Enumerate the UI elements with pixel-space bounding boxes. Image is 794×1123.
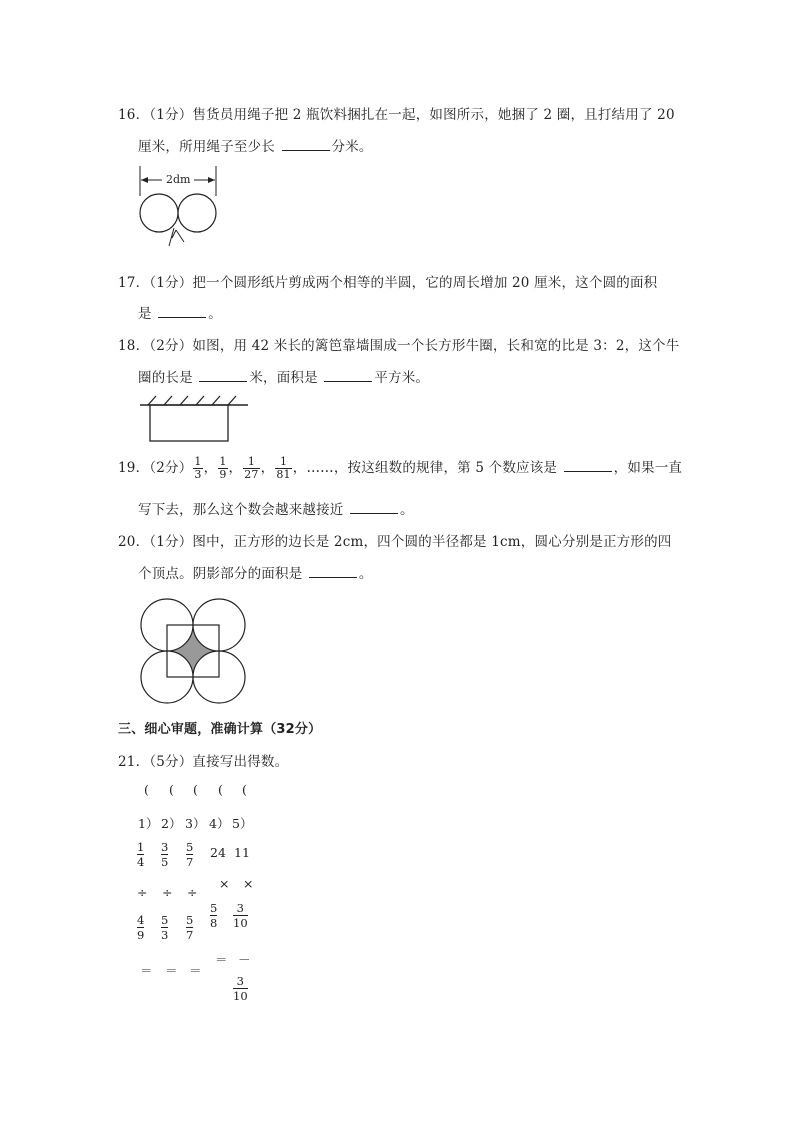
q21-row1-frac-2: 3 5 <box>161 840 169 869</box>
q16-text-a: 厘米，所用绳子至少长 <box>138 139 275 155</box>
q21-paren-5: ( <box>242 782 247 797</box>
q18-text-b: 米，面积是 <box>249 370 318 386</box>
q16-text-b: 分米。 <box>331 139 373 155</box>
q21-row1-frac-1: 1 4 <box>137 840 145 869</box>
q19-text-after2: ，如果一直 <box>613 460 683 476</box>
q16-line2 <box>138 135 373 155</box>
q21-paren-3: ( <box>193 782 198 797</box>
q18-text-a: 圈的长是 <box>138 370 193 386</box>
q18-text-c: 平方米。 <box>374 370 430 386</box>
q21-row2-frac-2: 5 3 <box>161 913 169 942</box>
q21-row2-frac-4: 5 8 <box>210 901 218 930</box>
q19-fifth-blank[interactable] <box>564 459 612 472</box>
q21-paren-2: ( <box>169 782 174 797</box>
q18-length-blank[interactable] <box>199 369 247 382</box>
q19-frac-3: $\frac{1}{27}$ <box>244 455 259 481</box>
q17-text-a: 是 <box>138 306 152 322</box>
q20-line1: 20．（1分）图中，正方形的边长是 2cm，四个圆的半径都是 1cm，圆心分别是正方形的四 <box>118 534 672 550</box>
q16-answer-blank[interactable] <box>282 138 330 151</box>
q21-paren-1: ( <box>144 782 149 797</box>
q21-eq-2: ＝ <box>165 963 178 978</box>
q21-paren-4: ( <box>218 782 223 797</box>
q21-minus: － <box>238 952 251 967</box>
q21-row1-int-1: 24 <box>210 845 226 860</box>
q19-frac-1: $\frac{1}{3}$ <box>194 455 202 481</box>
q16-line1: 16．（1分）售货员用绳子把 2 瓶饮料捆扎在一起，如图所示，她捆了 2 圈，且打结用了 20 <box>118 107 675 123</box>
q21-op-div-3: ÷ <box>187 885 198 900</box>
q20-circles-figure <box>139 597 251 709</box>
q20-line2 <box>138 562 373 582</box>
q21-line1: 21．（5分）直接写出得数。 <box>118 754 289 770</box>
q19-text-line2b: 。 <box>400 502 414 518</box>
q21-num-1: 1） <box>138 816 159 831</box>
q18-line2 <box>138 366 429 386</box>
q21-op-mul-2: × <box>243 876 254 891</box>
q21-op-div-2: ÷ <box>162 885 173 900</box>
q21-num-4: 4） <box>209 816 230 831</box>
q17-text-b: 。 <box>208 306 222 322</box>
q21-eq-1: ＝ <box>140 963 153 978</box>
q17-line2 <box>138 302 222 322</box>
q18-line1: 18．（2分）如图，用 42 米长的篱笆靠墙围成一个长方形牛圈，长和宽的比是 3：2，这个牛 <box>118 338 680 354</box>
q16-dim-label: 2dm <box>166 173 191 186</box>
q21-row2-frac-3: 5 7 <box>186 913 194 942</box>
q19-limit-blank[interactable] <box>350 501 398 514</box>
q21-row1-frac-3: 5 7 <box>186 840 194 869</box>
q21-op-mul-1: × <box>219 876 230 891</box>
q20-text-a: 个顶点。阴影部分的面积是 <box>138 566 303 582</box>
q19-frac-2: $\frac{1}{9}$ <box>219 455 227 481</box>
q21-num-2: 2） <box>161 816 182 831</box>
q21-eq-4: ＝ <box>215 952 228 967</box>
q21-eq-3: ＝ <box>189 963 202 978</box>
q21-row1-int-2: 11 <box>234 845 250 860</box>
q17-line1: 17．（1分）把一个圆形纸片剪成两个相等的半圆，它的周长增加 20 厘米，这个圆的面积 <box>118 275 658 291</box>
q19-line2 <box>138 498 414 518</box>
q21-op-div-1: ÷ <box>137 885 148 900</box>
q19-frac-4: $\frac{1}{81}$ <box>276 455 291 481</box>
q18-area-blank[interactable] <box>324 369 372 382</box>
q18-pen-figure <box>140 393 250 443</box>
q21-num-3: 3） <box>185 816 206 831</box>
q21-last-frac: 3 10 <box>233 974 248 1003</box>
q21-row2-frac-5: 3 10 <box>233 901 248 930</box>
q19-text-after: ，……，按这组数的规律，第 5 个数应该是 <box>292 460 558 476</box>
q20-answer-blank[interactable] <box>309 565 357 578</box>
q17-answer-blank[interactable] <box>158 305 206 318</box>
q21-num-5: 5） <box>232 816 253 831</box>
section3-title: 三、细心审题，准确计算（32分） <box>118 722 322 737</box>
q19-line1: 19．（2分） $\frac{1}{3}$ ， $\frac{1}{9}$ ， $\frac{1}{27}$ ， $\frac{1}{81}$ ，……，按这组数的规律，第 5 个数应该是 ，如果一直 <box>118 455 683 481</box>
q21-row2-frac-1: 4 9 <box>137 913 145 942</box>
q20-text-b: 。 <box>358 566 373 582</box>
q19-text-line2a: 写下去，那么这个数会越来越接近 <box>138 502 344 518</box>
q19-prefix: 19．（2分） <box>118 460 193 476</box>
